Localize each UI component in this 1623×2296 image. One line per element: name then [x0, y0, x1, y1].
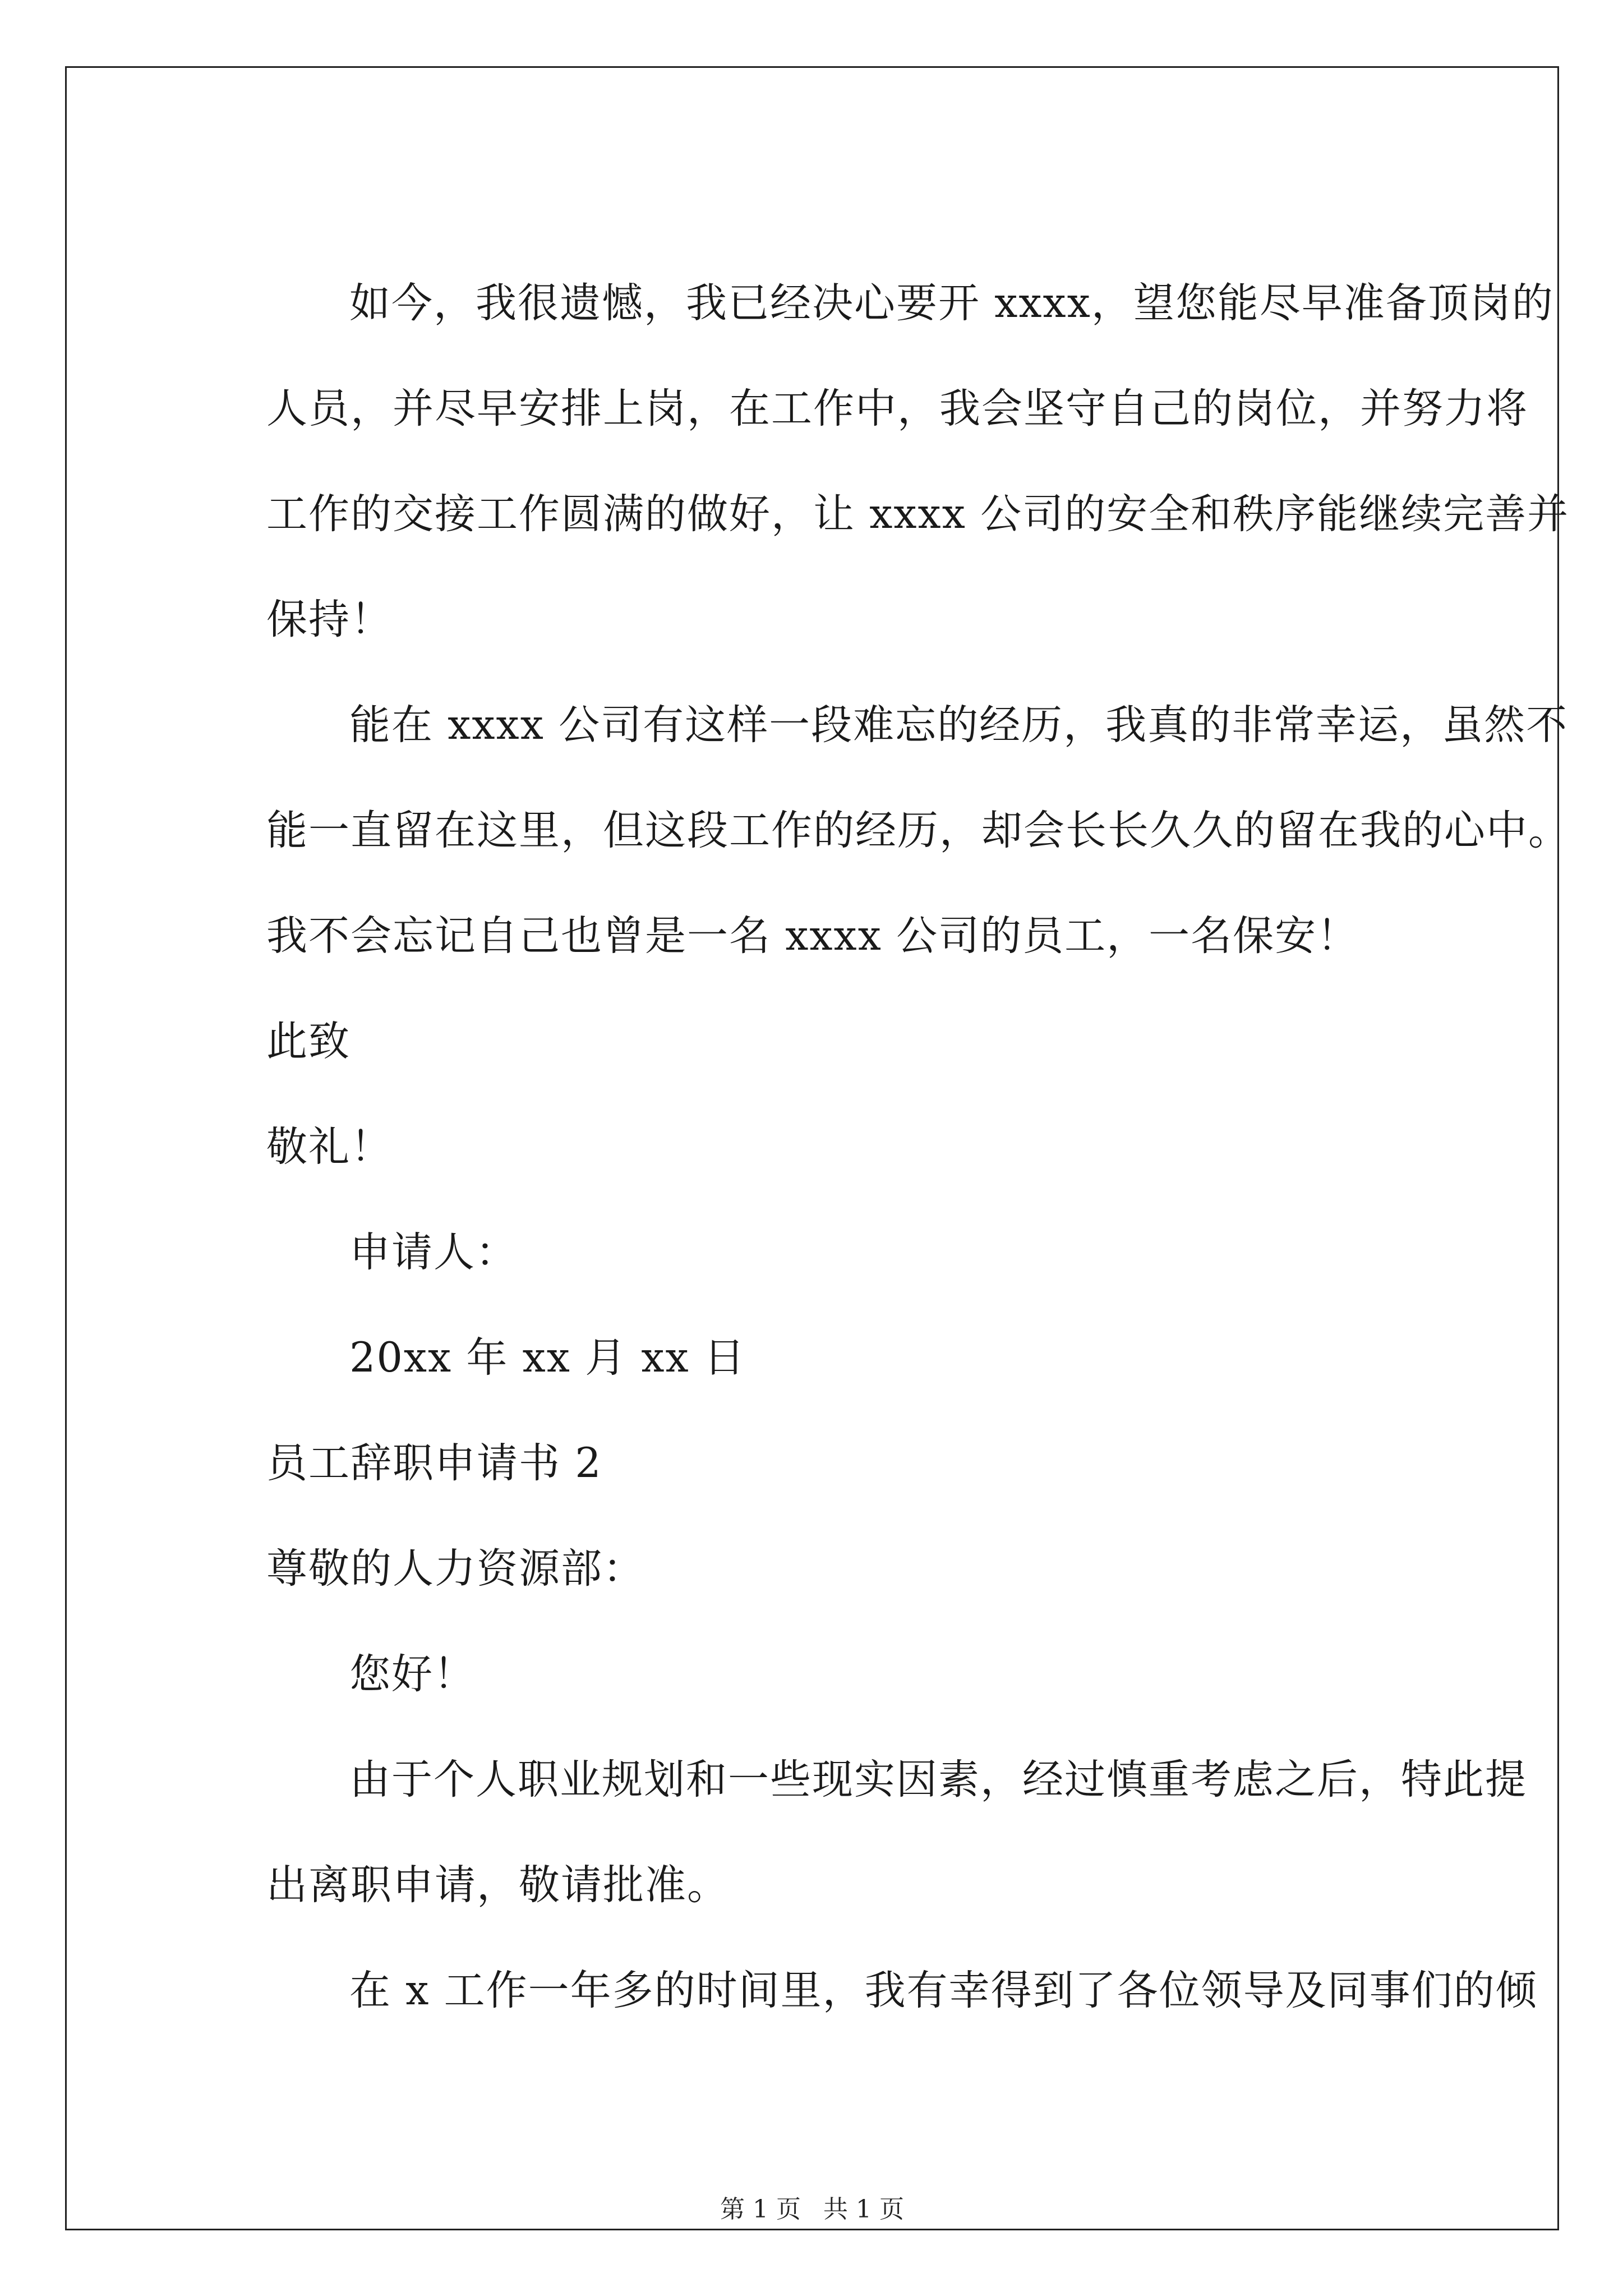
paragraph-line: 保持！ [266, 596, 393, 643]
paragraph-line: 由于个人职业规划和一些现实因素，经过慎重考虑之后，特此提 [349, 1756, 1527, 1803]
paragraph-line: 在 x 工作一年多的时间里，我有幸得到了各位领导及同事们的倾 [349, 1967, 1538, 2014]
closing-regards: 敬礼！ [266, 1123, 393, 1171]
paragraph-line: 能在 xxxx 公司有这样一段难忘的经历，我真的非常幸运，虽然不 [349, 701, 1569, 749]
paragraph-line: 出离职申请，敬请批准。 [266, 1861, 729, 1909]
paragraph-line: 能一直留在这里，但这段工作的经历，却会长长久久的留在我的心中。 [266, 807, 1570, 854]
section-title: 员工辞职申请书 2 [266, 1439, 602, 1487]
page-footer [67, 2193, 1557, 2226]
closing-salutation: 此致 [266, 1018, 351, 1065]
paragraph-line: 如今，我很遗憾，我已经决心要开 xxxx，望您能尽早准备顶岗的 [349, 279, 1554, 327]
page-total: 共 1 页 [823, 2195, 904, 2224]
greeting: 您好！ [349, 1650, 476, 1698]
paragraph-line: 我不会忘记自己也曾是一名 xxxx 公司的员工，一名保安！ [266, 912, 1359, 960]
paragraph-line: 工作的交接工作圆满的做好，让 xxxx 公司的安全和秩序能继续完善并 [266, 490, 1570, 538]
date-line: 20xx 年 xx 月 xx 日 [349, 1334, 746, 1382]
paragraph-line: 人员，并尽早安排上岗，在工作中，我会坚守自己的岗位，并努力将 [266, 385, 1528, 432]
page-frame [65, 66, 1570, 2230]
addressee: 尊敬的人力资源部： [266, 1545, 645, 1593]
applicant-label: 申请人： [349, 1228, 518, 1276]
page-number: 第 1 页 [720, 2195, 801, 2224]
